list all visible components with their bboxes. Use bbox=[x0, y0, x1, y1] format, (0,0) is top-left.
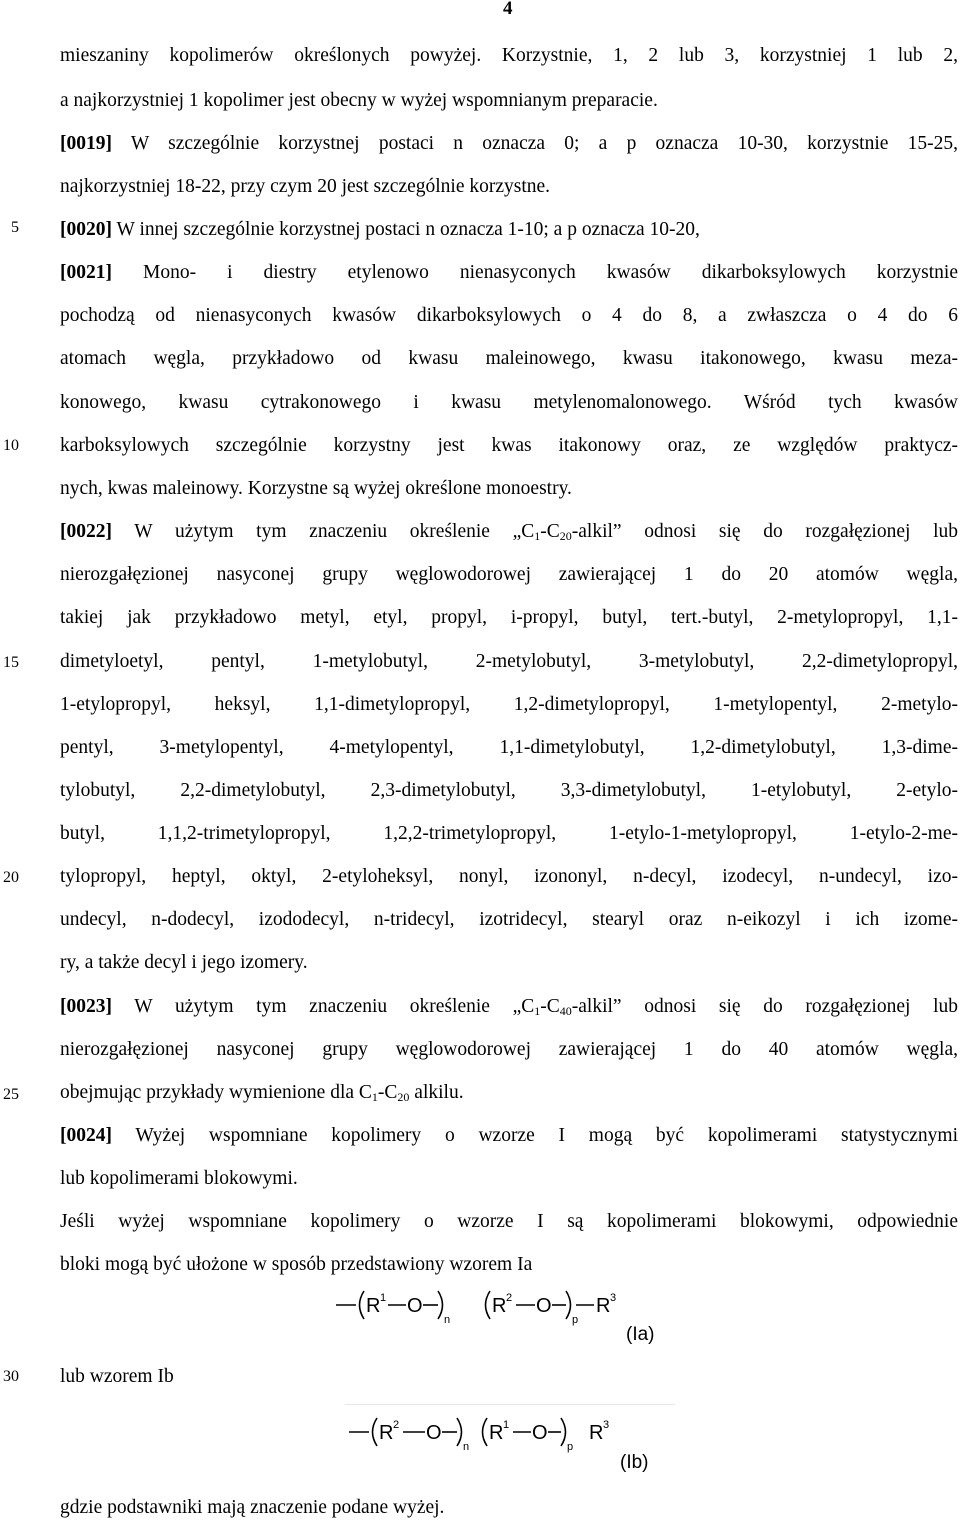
formula-ia-o1: O bbox=[407, 1295, 423, 1317]
text-line: [0024] Wyżej wspomniane kopolimery o wzorze I mogą być kopolimerami statystycznymi bbox=[60, 1125, 958, 1146]
formula-ia-n: n bbox=[444, 1314, 451, 1326]
text-line: [0022] W użytym tym znaczeniu określenie $„C_1-C_{20}$-alkil” odnosi się do rozgałęzionej lub bbox=[60, 521, 959, 543]
page-number: 4 bbox=[503, 0, 513, 19]
paragraph-tag: [0021] bbox=[60, 262, 112, 283]
text-line: tylopropyl, heptyl, oktyl, 2-etyloheksyl, nonyl, izononyl, n-decyl, izodecyl, n-undecyl, izo- bbox=[60, 866, 958, 887]
text-line: takiej jak przykładowo metyl, etyl, propyl, i-propyl, butyl, tert.-butyl, 2-metylopropyl, 1,1- bbox=[60, 607, 958, 628]
text-line: atomach węgla, przykładowo od kwasu maleinowego, kwasu itakonowego, kwasu meza- bbox=[60, 348, 958, 369]
formula-ib-r2: R bbox=[379, 1422, 394, 1444]
line-number-5: 5 bbox=[11, 219, 19, 236]
text-line: nierozgałęzionej nasyconej grupy węglowodorowej zawierającej 1 do 40 atomów węgla, bbox=[60, 1039, 958, 1060]
formula-ib-r1: R bbox=[489, 1422, 504, 1444]
formula-ia-o2: O bbox=[536, 1295, 552, 1317]
text-line: [0021] Mono- i diestry etylenowo nienasyconych kwasów dikarboksylowych korzystnie bbox=[60, 262, 958, 283]
formula-ia-r1-sup: 1 bbox=[380, 1292, 387, 1304]
formula-ia bbox=[330, 1285, 670, 1341]
formula-ib-r3: R bbox=[589, 1422, 604, 1444]
text-line: butyl, 1,1,2-trimetylopropyl, 1,2,2-trimetylopropyl, 1-etylo-1-metylopropyl, 1-etylo-2-me- bbox=[60, 823, 958, 844]
text-line: nych, kwas maleinowy. Korzystne są wyżej określone monoestry. bbox=[60, 478, 572, 499]
text-line: undecyl, n-dodecyl, izododecyl, n-tridecyl, izotridecyl, stearyl oraz n-eikozyl i ich izome- bbox=[60, 909, 958, 930]
text-line: ry, a także decyl i jego izomery. bbox=[60, 952, 308, 973]
text-line: najkorzystniej 18-22, przy czym 20 jest szczególnie korzystne. bbox=[60, 176, 551, 197]
line-number-30: 30 bbox=[3, 1368, 19, 1385]
text-line: 1-etylopropyl, heksyl, 1,1-dimetylopropyl, 1,2-dimetylopropyl, 1-metylopentyl, 2-metylo- bbox=[60, 694, 958, 715]
formula-ia-p: p bbox=[572, 1314, 579, 1326]
text-line: pochodzą od nienasyconych kwasów dikarboksylowych o 4 do 8, a zwłaszcza o 4 do 6 bbox=[60, 305, 958, 326]
paragraph-tag: [0019] bbox=[60, 133, 112, 154]
text-line: bloki mogą być ułożone w sposób przedstawiony wzorem Ia bbox=[60, 1254, 533, 1275]
text-line: obejmując przykłady wymienione dla $C_1-C_{20}$ alkilu. bbox=[60, 1082, 464, 1104]
text-line: mieszaniny kopolimerów określonych powyżej. Korzystnie, 1, 2 lub 3, korzystniej 1 lub 2, bbox=[60, 45, 958, 66]
line-number-15: 15 bbox=[3, 654, 19, 671]
text-line: lub wzorem Ib bbox=[60, 1366, 174, 1387]
text-line: [0019] W szczególnie korzystnej postaci n oznacza 0; a p oznacza 10-30, korzystnie 15-25, bbox=[60, 133, 958, 154]
formula-ib-r3-sup: 3 bbox=[603, 1419, 610, 1431]
text-line: tylobutyl, 2,2-dimetylobutyl, 2,3-dimetylobutyl, 3,3-dimetylobutyl, 1-etylobutyl, 2-etylo- bbox=[60, 780, 958, 801]
formula-ia-r1: R bbox=[366, 1295, 381, 1317]
text-line: konowego, kwasu cytrakonowego i kwasu metylenomalonowego. Wśród tych kwasów bbox=[60, 392, 958, 413]
formula-ib-r2-sup: 2 bbox=[393, 1419, 400, 1431]
text-line: Jeśli wyżej wspomniane kopolimery o wzorze I są kopolimerami blokowymi, odpowiednie bbox=[60, 1211, 958, 1232]
line-number-10: 10 bbox=[3, 437, 19, 454]
formula-ib-o2: O bbox=[532, 1422, 548, 1444]
formula-ia-r2: R bbox=[492, 1295, 507, 1317]
text-line: [0023] W użytym tym znaczeniu określenie $„C_1-C_{40}$-alkil” odnosi się do rozgałęzionej lub bbox=[60, 996, 959, 1018]
formula-ib-n: n bbox=[463, 1441, 470, 1453]
text-line: lub kopolimerami blokowymi. bbox=[60, 1168, 298, 1189]
text-line: pentyl, 3-metylopentyl, 4-metylopentyl, 1,1-dimetylobutyl, 1,2-dimetylobutyl, 1,3-dime- bbox=[60, 737, 958, 758]
text-line: a najkorzystniej 1 kopolimer jest obecny w wyżej wspomnianym preparacie. bbox=[60, 90, 658, 111]
text-line: dimetyloetyl, pentyl, 1-metylobutyl, 2-metylobutyl, 3-metylobutyl, 2,2-dimetylopropyl, bbox=[60, 651, 958, 672]
paragraph-tag: [0020] bbox=[60, 219, 112, 240]
line-number-20: 20 bbox=[3, 869, 19, 886]
formula-ia-r2-sup: 2 bbox=[506, 1292, 513, 1304]
formula-ia-r3: R bbox=[596, 1295, 611, 1317]
line-number-25: 25 bbox=[3, 1086, 19, 1103]
text-line: gdzie podstawniki mają znaczenie podane wyżej. bbox=[60, 1497, 445, 1518]
paragraph-tag: [0023] bbox=[60, 996, 112, 1017]
text-line: nierozgałęzionej nasyconej grupy węglowodorowej zawierającej 1 do 20 atomów węgla, bbox=[60, 564, 958, 585]
formula-ia-r3-sup: 3 bbox=[610, 1292, 617, 1304]
formula-ib-p: p bbox=[567, 1441, 574, 1453]
formula-ib-r1-sup: 1 bbox=[503, 1419, 510, 1431]
formula-ib-label: (Ib) bbox=[620, 1452, 649, 1473]
paragraph-tag: [0024] bbox=[60, 1125, 112, 1146]
text-line: [0020] W innej szczególnie korzystnej postaci n oznacza 1-10; a p oznacza 10-20, bbox=[60, 219, 700, 240]
formula-ia-label: (Ia) bbox=[626, 1324, 655, 1345]
paragraph-tag: [0022] bbox=[60, 521, 112, 542]
formula-ib-o1: O bbox=[426, 1422, 442, 1444]
text-line: karboksylowych szczególnie korzystny jest kwas itakonowy oraz, ze względów praktycz- bbox=[60, 435, 958, 456]
